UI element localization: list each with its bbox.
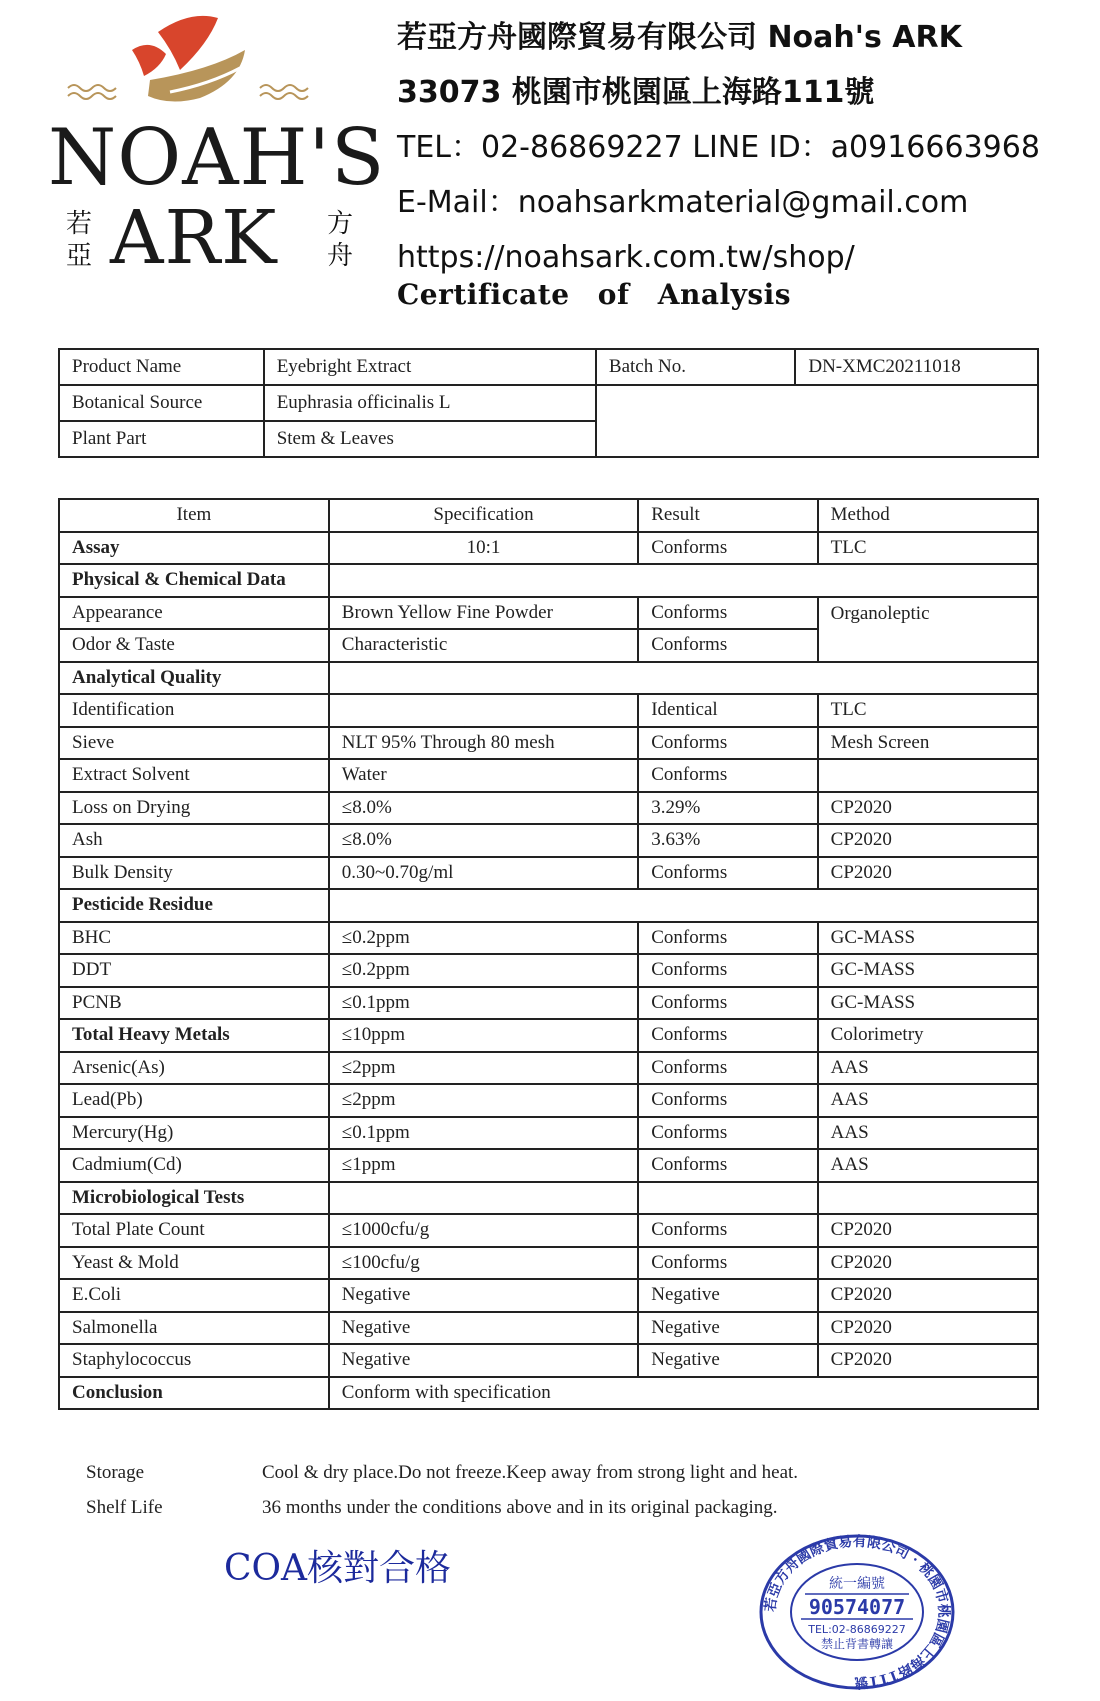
- shelf-life-text: 36 months under the conditions above and in its original packaging.: [262, 1497, 778, 1518]
- table-row: [59, 694, 1038, 727]
- table-row: [59, 1247, 1038, 1280]
- approval-note: COA核對合格: [224, 1548, 452, 1589]
- row-item: Total Plate Count: [59, 1214, 329, 1247]
- storage-label: Storage: [86, 1462, 145, 1483]
- row-method: AAS: [818, 1084, 1038, 1117]
- row-item: Staphylococcus: [59, 1344, 329, 1377]
- row-spec: Water: [329, 759, 638, 792]
- row-method: TLC: [818, 694, 1038, 727]
- row-spec: ≤0.2ppm: [329, 922, 638, 955]
- table-row: [59, 1052, 1038, 1085]
- section-pesticide: Pesticide Residue: [59, 889, 329, 922]
- logo-noahs-text: NOAH'S: [48, 113, 386, 203]
- batch-value: DN-XMC20211018: [795, 349, 1038, 385]
- conclusion-label: Conclusion: [59, 1377, 329, 1410]
- company-name: 若亞方舟國際貿易有限公司 Noah's ARK: [397, 20, 962, 55]
- row-method: CP2020: [818, 1214, 1038, 1247]
- row-result: Negative: [638, 1279, 817, 1312]
- section-micro: Microbiological Tests: [59, 1182, 329, 1215]
- table-row: [59, 1084, 1038, 1117]
- row-result: Conforms: [638, 922, 817, 955]
- row-method: CP2020: [818, 1279, 1038, 1312]
- company-logo: [40, 10, 386, 281]
- row-spec: ≤1000cfu/g: [329, 1214, 638, 1247]
- empty-cell: [596, 385, 1038, 457]
- table-row: [59, 1117, 1038, 1150]
- logo-ark-text: ARK: [110, 195, 278, 281]
- row-result: Conforms: [638, 1247, 817, 1280]
- row-spec: Negative: [329, 1344, 638, 1377]
- row-spec: ≤100cfu/g: [329, 1247, 638, 1280]
- table-header-row: [59, 499, 1038, 532]
- header-method: Method: [818, 499, 1038, 532]
- company-address: 33073 桃園市桃園區上海路111號: [397, 75, 875, 110]
- header-result: Result: [638, 499, 817, 532]
- row-spec: 10:1: [329, 532, 638, 565]
- company-phone: TEL：02-86869227 LINE ID：a0916663968: [397, 130, 1040, 165]
- row-item: Yeast & Mold: [59, 1247, 329, 1280]
- row-spec: ≤0.1ppm: [329, 987, 638, 1020]
- stamp-ring-text: 若亞方舟國際貿易有限公司 · 桃園市桃園區上海路111號: [762, 1533, 952, 1691]
- company-email: E-Mail：noahsarkmaterial@gmail.com: [397, 185, 969, 220]
- row-result: Conforms: [638, 857, 817, 890]
- row-item: DDT: [59, 954, 329, 987]
- row-result: Identical: [638, 694, 817, 727]
- row-item: Cadmium(Cd): [59, 1149, 329, 1182]
- row-item: Ash: [59, 824, 329, 857]
- row-item: Appearance: [59, 597, 329, 630]
- row-item: PCNB: [59, 987, 329, 1020]
- row-spec: [329, 694, 638, 727]
- row-method: CP2020: [818, 1344, 1038, 1377]
- row-item: Total Heavy Metals: [59, 1019, 329, 1052]
- row-method: Organoleptic: [818, 597, 1038, 662]
- section-row: [59, 889, 1038, 922]
- row-item: Salmonella: [59, 1312, 329, 1345]
- product-name-value: Eyebright Extract: [264, 349, 596, 385]
- table-row: [59, 1149, 1038, 1182]
- row-item: Bulk Density: [59, 857, 329, 890]
- table-row: [59, 1019, 1038, 1052]
- table-row: [59, 349, 1038, 385]
- row-spec: ≤1ppm: [329, 1149, 638, 1182]
- row-spec: Characteristic: [329, 629, 638, 662]
- company-info: [397, 10, 1097, 285]
- row-result: Conforms: [638, 597, 817, 630]
- row-item: Lead(Pb): [59, 1084, 329, 1117]
- table-row: [59, 857, 1038, 890]
- botanical-value: Euphrasia officinalis L: [264, 385, 596, 421]
- table-row: [59, 1312, 1038, 1345]
- row-method: GC-MASS: [818, 987, 1038, 1020]
- table-row: [59, 597, 1038, 630]
- table-row: [59, 954, 1038, 987]
- row-result: Conforms: [638, 1149, 817, 1182]
- row-item: Arsenic(As): [59, 1052, 329, 1085]
- row-item: Odor & Taste: [59, 629, 329, 662]
- table-row: [59, 385, 1038, 421]
- row-result: Conforms: [638, 629, 817, 662]
- row-result: Conforms: [638, 1117, 817, 1150]
- row-spec: ≤2ppm: [329, 1052, 638, 1085]
- table-row: [59, 759, 1038, 792]
- botanical-label: Botanical Source: [59, 385, 264, 421]
- company-seal-stamp: [757, 1532, 957, 1692]
- row-result: Conforms: [638, 954, 817, 987]
- header-item: Item: [59, 499, 329, 532]
- row-item: Identification: [59, 694, 329, 727]
- row-method: CP2020: [818, 1312, 1038, 1345]
- ark-ship-icon: [40, 10, 370, 120]
- plant-part-label: Plant Part: [59, 421, 264, 457]
- product-info-table: [58, 348, 1039, 458]
- row-method: CP2020: [818, 824, 1038, 857]
- stamp-tel: TEL:02-86869227: [808, 1623, 906, 1636]
- section-row: [59, 1182, 1038, 1215]
- row-result: Conforms: [638, 1084, 817, 1117]
- table-row: [59, 727, 1038, 760]
- row-spec: ≤2ppm: [329, 1084, 638, 1117]
- section-analytical: Analytical Quality: [59, 662, 329, 695]
- row-result: Conforms: [638, 532, 817, 565]
- section-row: [59, 662, 1038, 695]
- product-name-label: Product Name: [59, 349, 264, 385]
- section-row: [59, 564, 1038, 597]
- row-method: CP2020: [818, 1247, 1038, 1280]
- row-spec: Brown Yellow Fine Powder: [329, 597, 638, 630]
- table-row: [59, 824, 1038, 857]
- row-item: Extract Solvent: [59, 759, 329, 792]
- row-result: Conforms: [638, 727, 817, 760]
- row-spec: ≤10ppm: [329, 1019, 638, 1052]
- row-method: AAS: [818, 1149, 1038, 1182]
- stamp-note: 禁止背書轉讓: [820, 1637, 894, 1651]
- row-method: Mesh Screen: [818, 727, 1038, 760]
- row-spec: Negative: [329, 1312, 638, 1345]
- row-result: Conforms: [638, 1214, 817, 1247]
- row-method: CP2020: [818, 792, 1038, 825]
- row-item: E.Coli: [59, 1279, 329, 1312]
- row-item: Mercury(Hg): [59, 1117, 329, 1150]
- row-method: GC-MASS: [818, 954, 1038, 987]
- document-title: Certificate of Analysis: [397, 278, 792, 311]
- row-result: Conforms: [638, 1019, 817, 1052]
- row-item: BHC: [59, 922, 329, 955]
- row-result: 3.63%: [638, 824, 817, 857]
- row-method: GC-MASS: [818, 922, 1038, 955]
- row-method: TLC: [818, 532, 1038, 565]
- table-row: [59, 987, 1038, 1020]
- logo-cn-left: 若 亞: [65, 209, 92, 271]
- company-website: https://noahsark.com.tw/shop/: [397, 240, 855, 275]
- plant-part-value: Stem & Leaves: [264, 421, 596, 457]
- table-row: [59, 1344, 1038, 1377]
- row-item: Sieve: [59, 727, 329, 760]
- section-physical: Physical & Chemical Data: [59, 564, 329, 597]
- row-method: [818, 759, 1038, 792]
- table-row: [59, 1279, 1038, 1312]
- logo-cn-right: 方 舟: [326, 209, 353, 271]
- row-result: Negative: [638, 1344, 817, 1377]
- conclusion-row: [59, 1377, 1038, 1410]
- table-row: [59, 532, 1038, 565]
- stamp-tax-id: 90574077: [808, 1595, 906, 1619]
- stamp-label: 統一編號: [829, 1576, 885, 1592]
- row-item: Loss on Drying: [59, 792, 329, 825]
- shelf-life-label: Shelf Life: [86, 1497, 163, 1518]
- conclusion-value: Conform with specification: [329, 1377, 1038, 1410]
- row-spec: 0.30~0.70g/ml: [329, 857, 638, 890]
- header-spec: Specification: [329, 499, 638, 532]
- storage-text: Cool & dry place.Do not freeze.Keep away from strong light and heat.: [262, 1462, 799, 1483]
- analysis-table: [58, 498, 1039, 1410]
- row-result: Conforms: [638, 987, 817, 1020]
- row-spec: ≤0.2ppm: [329, 954, 638, 987]
- row-item: Assay: [59, 532, 329, 565]
- row-result: Conforms: [638, 759, 817, 792]
- row-spec: Negative: [329, 1279, 638, 1312]
- row-result: Negative: [638, 1312, 817, 1345]
- row-method: Colorimetry: [818, 1019, 1038, 1052]
- row-spec: ≤8.0%: [329, 824, 638, 857]
- row-method: AAS: [818, 1117, 1038, 1150]
- row-spec: NLT 95% Through 80 mesh: [329, 727, 638, 760]
- row-result: Conforms: [638, 1052, 817, 1085]
- batch-label: Batch No.: [596, 349, 795, 385]
- row-method: AAS: [818, 1052, 1038, 1085]
- table-row: [59, 792, 1038, 825]
- row-spec: ≤8.0%: [329, 792, 638, 825]
- row-result: 3.29%: [638, 792, 817, 825]
- row-spec: ≤0.1ppm: [329, 1117, 638, 1150]
- table-row: [59, 922, 1038, 955]
- row-method: CP2020: [818, 857, 1038, 890]
- table-row: [59, 1214, 1038, 1247]
